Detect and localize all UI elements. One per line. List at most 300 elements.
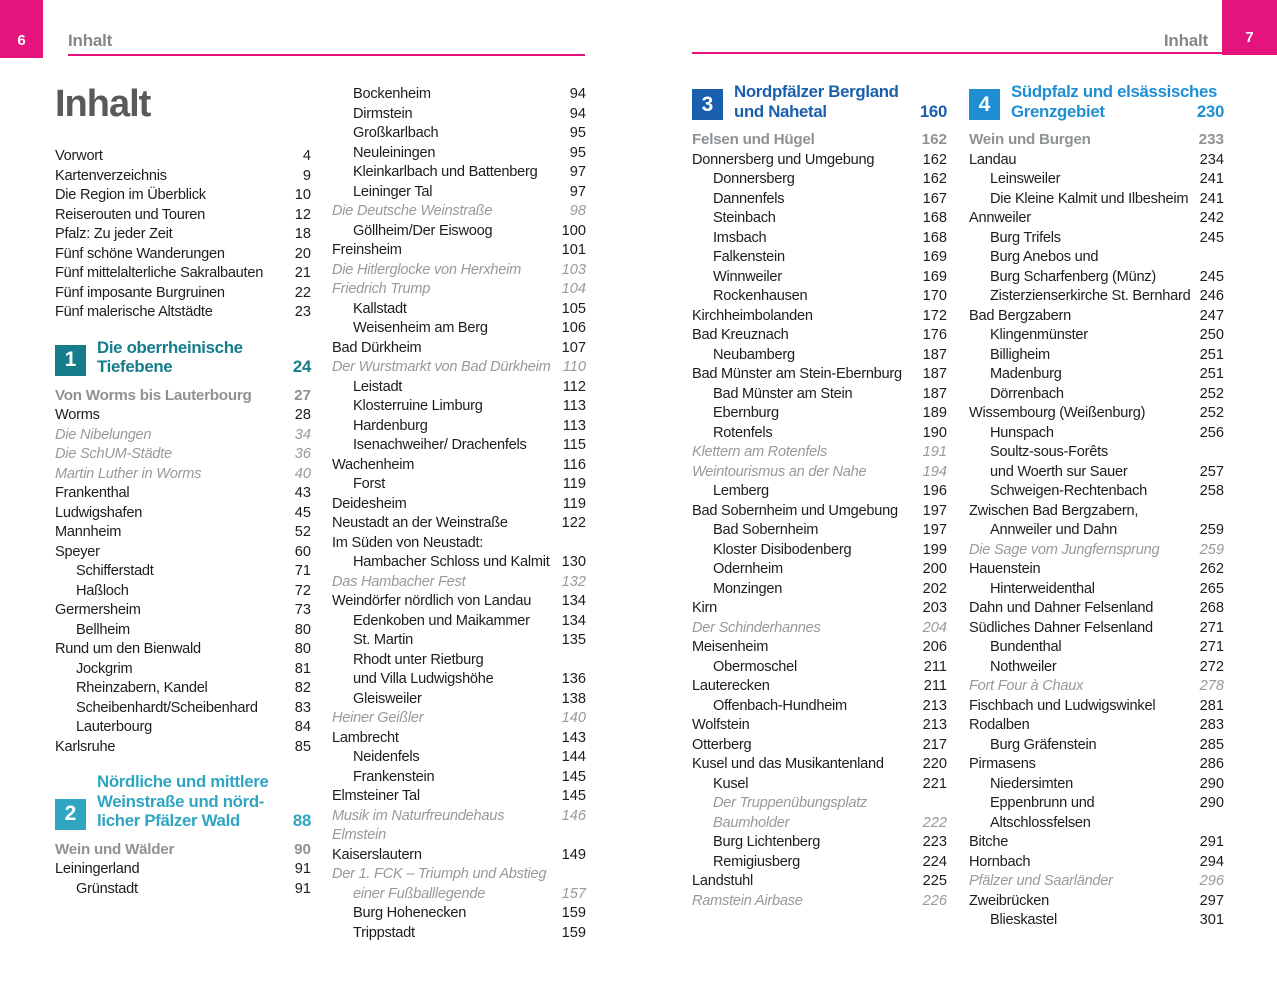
toc-entry-page: 119	[562, 495, 586, 512]
toc-entry	[692, 677, 947, 697]
toc-entry-page: 43	[294, 485, 311, 501]
toc-entry-label: Vorwort	[55, 148, 103, 164]
toc-entry	[332, 612, 586, 632]
toc-entry	[332, 378, 586, 398]
toc-entry-label: Burg Gräfenstein	[990, 736, 1097, 753]
toc-entry-label: Rheinzabern, Kandel	[76, 680, 208, 696]
toc-entry-page: 132	[561, 573, 586, 590]
chapter-page-number: 24	[292, 357, 311, 376]
toc-entry-label: Lambrecht	[332, 729, 399, 746]
toc-entry-page: 245	[1199, 268, 1224, 285]
toc-entry	[692, 736, 947, 756]
toc-entry	[332, 261, 586, 281]
toc-entry-page: 45	[294, 504, 311, 521]
toc-entry-page: 250	[1199, 327, 1224, 343]
toc-entry-label: Klingenmünster	[990, 327, 1088, 343]
toc-entry-label: Falkenstein	[713, 249, 785, 265]
toc-entry-label: Fünf imposante Burgruinen	[55, 284, 225, 301]
toc-entry-page: 82	[294, 680, 311, 696]
toc-entry-page: 187	[922, 385, 947, 402]
toc-entry-label: Pirmasens	[969, 756, 1036, 772]
toc-entry-page: 251	[1199, 346, 1224, 363]
toc-column-1	[55, 84, 311, 899]
toc-entry-label: Göllheim/Der Eiswoog	[353, 222, 493, 239]
toc-entry-label: Neustadt an der Weinstraße	[332, 515, 508, 531]
toc-entry-page: 18	[294, 226, 311, 242]
chapter-heading	[55, 338, 311, 377]
toc-entry-label: Rockenhausen	[713, 288, 808, 304]
toc-entry-label: Ramstein Airbase	[692, 892, 803, 909]
toc-entry-label: Fünf mittelalterliche Sakralbauten	[55, 265, 264, 281]
toc-entry-label: Kusel	[713, 775, 749, 792]
toc-entry-label: Annweiler und Dahn	[990, 522, 1117, 538]
toc-entry-label: Scheibenhardt/Scheibenhard	[76, 699, 258, 716]
toc-entry	[332, 787, 586, 807]
toc-entry-page: 145	[561, 788, 586, 804]
toc-entry	[332, 241, 586, 261]
toc-entry	[692, 365, 947, 385]
toc-entry	[332, 124, 586, 144]
toc-entry-page: 105	[561, 300, 586, 317]
toc-entry-page: 271	[1199, 639, 1224, 655]
toc-entry-page: 112	[562, 378, 586, 395]
toc-column-3	[692, 82, 947, 911]
toc-entry-page: 36	[294, 446, 311, 462]
toc-entry	[692, 697, 947, 717]
toc-entry	[332, 709, 586, 729]
toc-entry-page: 286	[1199, 756, 1224, 772]
toc-entry	[692, 502, 947, 522]
toc-entry-label: Weisenheim am Berg	[353, 320, 488, 336]
toc-entry	[969, 716, 1224, 736]
toc-entry-page: 291	[1199, 834, 1224, 850]
toc-entry	[692, 755, 947, 775]
toc-entry	[692, 541, 947, 561]
toc-entry-page: 247	[1199, 307, 1224, 324]
toc-entry-label: Kallstadt	[353, 300, 407, 317]
toc-entry	[55, 245, 311, 265]
toc-entry-page: 97	[569, 164, 586, 180]
toc-entry	[332, 339, 586, 359]
toc-entry-page: 252	[1199, 385, 1224, 402]
toc-entry-label: Pfälzer und Saarländer	[969, 873, 1113, 889]
toc-entry	[692, 463, 947, 483]
toc-entry	[969, 229, 1224, 249]
toc-entry	[332, 417, 586, 437]
toc-entry-page: 135	[561, 632, 586, 648]
toc-entry-page: 9	[302, 167, 311, 184]
toc-entry-label: Neuleiningen	[353, 144, 436, 161]
toc-entry-page: 213	[922, 697, 947, 714]
toc-entry-page: 80	[294, 621, 311, 638]
toc-entry-page: 144	[561, 749, 586, 765]
toc-entry-label: Klosterruine Limburg	[353, 398, 483, 414]
toc-entry	[692, 853, 947, 873]
toc-entry-label: Kirchheimbolanden	[692, 307, 813, 324]
toc-entry-page: 290	[1199, 775, 1224, 792]
toc-entry-page: 94	[569, 105, 586, 122]
toc-entry	[55, 582, 311, 602]
toc-entry-page: 115	[562, 437, 586, 453]
toc-entry-page: 145	[561, 768, 586, 785]
toc-entry-label: Winnweiler	[713, 268, 782, 285]
toc-entry-page: 162	[922, 151, 947, 168]
toc-entry-label: Weindörfer nördlich von Landau	[332, 593, 532, 609]
toc-entry-page: 268	[1199, 600, 1224, 616]
toc-entry-label: Rotenfels	[713, 424, 773, 441]
toc-entry-label: Lauterbourg	[76, 719, 152, 735]
toc-entry-label: Otterberg	[692, 736, 752, 753]
toc-entry	[332, 748, 586, 768]
toc-entry-page: 116	[562, 456, 586, 473]
toc-entry	[332, 729, 586, 749]
toc-entry	[55, 601, 311, 621]
toc-entry	[332, 924, 586, 944]
toc-entry-page: 217	[922, 736, 947, 753]
toc-entry	[969, 385, 1224, 405]
toc-entry-label: Das Hambacher Fest	[332, 573, 466, 590]
toc-entry	[55, 543, 311, 563]
toc-entry-label: Die Deutsche Weinstraße	[332, 203, 493, 219]
toc-column-4	[969, 82, 1224, 931]
toc-entry-label: und Villa Ludwigshöhe	[353, 671, 494, 687]
toc-entry-page: 259	[1199, 541, 1224, 558]
toc-entry-label: Kaiserslautern	[332, 846, 422, 863]
toc-entry-label: Die Hitlerglocke von Herxheim	[332, 261, 522, 278]
toc-entry-page: 296	[1199, 873, 1224, 889]
toc-entry	[55, 406, 311, 426]
toc-entry	[55, 225, 311, 245]
toc-entry-label: Bad Bergzabern	[969, 307, 1071, 324]
toc-entry	[969, 619, 1224, 639]
toc-entry	[692, 521, 947, 541]
toc-entry-page: 283	[1199, 717, 1224, 733]
toc-entry-label: Blieskastel	[990, 912, 1058, 928]
toc-entry-label: Rhodt unter Rietburg	[353, 651, 484, 668]
toc-entry-label: Ebernburg	[713, 405, 779, 421]
toc-entry-label: Burg Hohenecken	[353, 905, 467, 921]
chapter-page-number: 160	[919, 101, 947, 121]
toc-entry-page: 241	[1199, 171, 1224, 187]
toc-entry-label: Fischbach und Ludwigswinkel	[969, 697, 1156, 714]
toc-entry-page: 84	[294, 719, 311, 735]
toc-entry-page: 206	[922, 639, 947, 655]
toc-entry-page: 113	[562, 417, 586, 434]
toc-entry-label: Isenachweiher/ Drachenfels	[353, 437, 527, 453]
toc-entry	[692, 482, 947, 502]
toc-entry-page: 204	[922, 619, 947, 636]
toc-entry-page: 21	[294, 265, 311, 281]
chapter-title-line: Tiefebene	[97, 357, 173, 376]
toc-entry-page: 272	[1199, 658, 1224, 675]
toc-entry-page: 190	[922, 424, 947, 441]
toc-entry	[332, 670, 586, 690]
toc-entry-page: 95	[569, 144, 586, 161]
toc-entry-page: 200	[922, 561, 947, 577]
toc-entry	[332, 222, 586, 242]
toc-entry	[332, 690, 586, 710]
page-number-tab-right: 7	[1222, 0, 1277, 55]
toc-entry	[55, 426, 311, 446]
toc-entry-label: Baumholder	[713, 814, 790, 831]
toc-entry-page: 119	[562, 476, 586, 492]
toc-entry-page: 122	[561, 515, 586, 531]
toc-entry-page: 113	[562, 398, 586, 414]
toc-entry	[969, 638, 1224, 658]
section-subhead-page: 162	[921, 131, 947, 148]
toc-entry-page: 167	[922, 190, 947, 207]
toc-entry	[969, 443, 1224, 463]
toc-entry-page: 213	[922, 717, 947, 733]
toc-entry-label: Annweiler	[969, 210, 1031, 226]
toc-entry-label: Friedrich Trump	[332, 281, 431, 297]
toc-entry-label: Hunspach	[990, 424, 1054, 441]
toc-entry	[692, 229, 947, 249]
toc-entry-page: 134	[561, 612, 586, 629]
toc-entry	[969, 697, 1224, 717]
toc-entry	[55, 699, 311, 719]
toc-entry-page: 222	[922, 814, 947, 831]
toc-entry-label: Leinsweiler	[990, 171, 1061, 187]
toc-entry	[969, 658, 1224, 678]
chapter-title-line: und Nahetal	[734, 101, 827, 121]
toc-entry	[55, 264, 311, 284]
toc-entry-label: St. Martin	[353, 632, 413, 648]
toc-entry-page: 91	[294, 880, 311, 897]
toc-entry	[969, 755, 1224, 775]
toc-entry	[332, 144, 586, 164]
toc-entry-page: 22	[294, 284, 311, 301]
chapter-heading	[55, 772, 311, 831]
toc-entry-label: Deidesheim	[332, 495, 407, 512]
toc-entry-label: Lemberg	[713, 483, 769, 499]
toc-entry	[969, 794, 1224, 833]
toc-entry-label: Der Schinderhannes	[692, 619, 821, 636]
toc-entry-page: 172	[922, 307, 947, 324]
running-header-left: Inhalt	[68, 31, 113, 50]
chapter-title-line: licher Pfälzer Wald	[97, 811, 240, 830]
toc-entry-page: 251	[1199, 366, 1224, 382]
toc-entry	[692, 326, 947, 346]
toc-entry-label: Bundenthal	[990, 639, 1062, 655]
section-subhead	[969, 130, 1224, 150]
toc-entry-label: Rodalben	[969, 717, 1030, 733]
toc-entry-label: Jockgrim	[76, 660, 133, 677]
toc-entry	[332, 456, 586, 476]
toc-entry	[692, 833, 947, 853]
toc-entry	[692, 190, 947, 210]
toc-entry-label: Kleinkarlbach und Battenberg	[353, 164, 538, 180]
toc-entry-label: Steinbach	[713, 210, 776, 226]
toc-entry-page: 143	[561, 729, 586, 746]
toc-entry-label: Heiner Geißler	[332, 710, 424, 726]
toc-entry-label: Elmsteiner Tal	[332, 788, 420, 804]
toc-entry-page: 149	[561, 846, 586, 863]
page-number-tab-left: 6	[0, 0, 43, 58]
toc-entry-label: Fünf schöne Wanderungen	[55, 245, 225, 262]
toc-entry-page: 91	[294, 861, 311, 877]
toc-entry-label: Die Sage vom Jungfernsprung	[969, 541, 1160, 558]
toc-entry-label: Im Süden von Neustadt:	[332, 534, 484, 551]
chapter-page-number: 88	[292, 811, 311, 830]
toc-list	[969, 82, 1224, 931]
chapter-title-line: Nordpfälzer Bergland	[734, 82, 899, 101]
toc-entry	[692, 268, 947, 288]
toc-entry-page: 98	[569, 203, 586, 219]
toc-entry-label: Trippstadt	[353, 924, 415, 941]
toc-entry-label: Leiningerland	[55, 861, 140, 877]
toc-entry-label: Dirmstein	[353, 105, 413, 122]
toc-entry-label: Kusel und das Musikantenland	[692, 756, 884, 772]
toc-entry	[969, 463, 1224, 483]
toc-entry	[55, 860, 311, 880]
toc-entry-page: 12	[294, 206, 311, 223]
toc-entry-label: Der 1. FCK – Triumph und Abstieg	[332, 866, 547, 882]
toc-entry-label: Wolfstein	[692, 717, 750, 733]
toc-entry	[55, 640, 311, 660]
toc-entry-label: Zweibrücken	[969, 892, 1049, 909]
toc-entry-page: 169	[922, 268, 947, 285]
running-header-right: Inhalt	[1163, 31, 1208, 50]
toc-entry-label: Dannenfels	[713, 190, 785, 207]
toc-entry-page: 294	[1199, 853, 1224, 870]
toc-entry	[55, 562, 311, 582]
toc-column-2	[332, 85, 586, 943]
toc-entry-page: 262	[1199, 561, 1224, 577]
toc-entry-page: 168	[922, 229, 947, 246]
toc-entry-label: Haßloch	[76, 582, 129, 599]
toc-entry	[692, 560, 947, 580]
toc-entry	[332, 495, 586, 515]
toc-entry-label: Landau	[969, 151, 1017, 168]
toc-entry-label: Odernheim	[713, 561, 783, 577]
toc-entry-page: 81	[294, 660, 311, 677]
toc-entry-label: Bad Münster am Stein-Ebernburg	[692, 366, 902, 382]
toc-entry-page: 162	[922, 171, 947, 187]
toc-entry	[55, 484, 311, 504]
toc-entry-label: Bad Sobernheim	[713, 522, 819, 538]
toc-entry-page: 136	[561, 671, 586, 687]
toc-entry-page: 159	[561, 905, 586, 921]
chapter-title-line: Weinstraße und nörd-	[97, 791, 265, 811]
toc-entry	[969, 736, 1224, 756]
toc-entry-page: 258	[1199, 483, 1224, 499]
toc-entry-page: 285	[1199, 736, 1224, 753]
toc-entry	[969, 268, 1224, 288]
chapter-number-badge: 4	[969, 89, 1000, 120]
toc-entry	[969, 892, 1224, 912]
toc-entry-label: Hauenstein	[969, 561, 1041, 577]
toc-entry-page: 60	[294, 543, 311, 560]
toc-entry-page: 159	[561, 924, 586, 941]
chapter-title-line: Grenzgebiet	[1011, 101, 1105, 121]
toc-entry-label: Zisterzienserkirche St. Bernhard	[990, 288, 1191, 304]
toc-entry-label: Zwischen Bad Bergzabern,	[969, 502, 1139, 519]
toc-entry-label: Schweigen-Rechtenbach	[990, 483, 1148, 499]
header-rule-right	[692, 52, 1222, 54]
toc-entry-label: Musik im Naturfreundehaus Elmstein	[332, 807, 505, 843]
toc-entry	[332, 592, 586, 612]
toc-entry-label: Klettern am Rotenfels	[692, 444, 828, 460]
toc-entry-page: 290	[1199, 795, 1224, 811]
toc-entry-page: 223	[922, 834, 947, 850]
toc-entry	[332, 163, 586, 183]
toc-entry-label: Gleisweiler	[353, 690, 422, 707]
toc-entry-page: 199	[922, 541, 947, 558]
section-subhead	[55, 840, 311, 860]
toc-entry-page: 189	[922, 405, 947, 421]
toc-entry	[969, 502, 1224, 522]
toc-entry-label: Burg Scharfenberg (Münz)	[990, 268, 1156, 285]
toc-page-title: Inhalt	[55, 83, 151, 125]
chapter-title-line: Die oberrheinische	[97, 337, 243, 357]
toc-entry	[55, 186, 311, 206]
toc-entry-label: Bad Sobernheim und Umgebung	[692, 502, 898, 519]
toc-entry-label: Lauterecken	[692, 678, 770, 694]
toc-entry-label: Landstuhl	[692, 873, 754, 889]
toc-entry	[969, 853, 1224, 873]
toc-entry-label: Speyer	[55, 543, 100, 560]
toc-entry-page: 130	[561, 554, 586, 570]
toc-entry	[332, 904, 586, 924]
toc-entry-page: 168	[922, 210, 947, 226]
toc-entry-page: 95	[569, 125, 586, 141]
toc-entry-label: Eppenbrunn und Altschlossfelsen	[990, 795, 1095, 831]
toc-list	[692, 82, 947, 911]
chapter-number-badge: 1	[55, 345, 86, 376]
toc-entry	[969, 404, 1224, 424]
chapter-title	[97, 772, 311, 831]
toc-entry-page: 176	[922, 327, 947, 343]
toc-entry	[692, 424, 947, 444]
toc-entry	[969, 151, 1224, 171]
toc-entry	[969, 424, 1224, 444]
toc-entry-label: Pfalz: Zu jeder Zeit	[55, 226, 173, 242]
toc-entry	[969, 911, 1224, 931]
toc-entry	[969, 599, 1224, 619]
toc-entry	[692, 404, 947, 424]
chapter-title-line: Südpfalz und elsässisches	[1011, 82, 1218, 101]
section-subhead-page: 27	[294, 386, 311, 404]
toc-list	[55, 147, 311, 899]
toc-entry-page: 138	[561, 690, 586, 707]
section-subhead	[692, 130, 947, 150]
toc-entry-label: Burg Trifels	[990, 229, 1061, 246]
toc-entry-page: 301	[1199, 912, 1224, 928]
toc-entry	[969, 307, 1224, 327]
toc-entry-page: 23	[294, 304, 311, 320]
toc-entry-page: 187	[922, 346, 947, 363]
toc-entry	[692, 872, 947, 892]
toc-entry-page: 72	[294, 582, 311, 599]
toc-entry-label: Burg Anebos und	[990, 249, 1099, 265]
toc-entry-label: Bockenheim	[353, 86, 431, 102]
toc-entry-page: 101	[561, 242, 586, 258]
toc-entry-page: 73	[294, 602, 311, 618]
toc-entry-label: Donnersberg	[713, 171, 795, 187]
toc-entry-label: und Woerth sur Sauer	[990, 463, 1128, 480]
chapter-number-badge: 2	[55, 799, 86, 830]
toc-entry-page: 197	[922, 522, 947, 538]
toc-entry-page: 245	[1199, 229, 1224, 246]
toc-entry-label: Neidenfels	[353, 749, 420, 765]
toc-entry-label: Germersheim	[55, 602, 141, 618]
toc-entry-page: 97	[569, 183, 586, 200]
toc-entry	[332, 807, 586, 846]
toc-entry-page: 140	[561, 710, 586, 726]
toc-entry	[692, 307, 947, 327]
section-subhead-label: Von Worms bis Lauterbourg	[55, 386, 252, 404]
